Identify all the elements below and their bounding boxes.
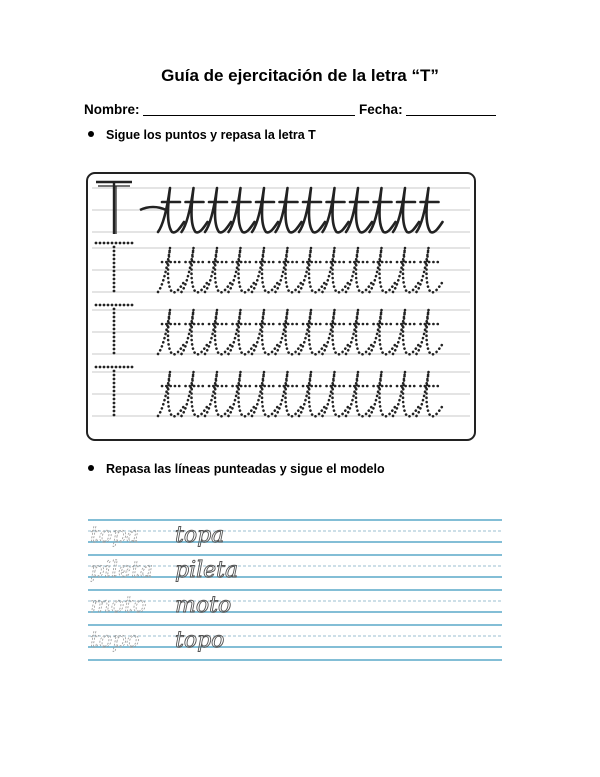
exercise-2-instruction: Repasa las líneas punteadas y sigue el modelo (88, 462, 385, 476)
model-word: topa (175, 523, 225, 548)
model-word: topo (175, 628, 225, 653)
traced-word: moto (90, 593, 147, 618)
traced-word: topo (90, 628, 140, 653)
writing-lines (88, 520, 502, 660)
traced-word: pileta (90, 558, 154, 583)
name-label: Nombre: (84, 102, 140, 117)
model-word: moto (175, 593, 232, 618)
exercise-1-instruction: Sigue los puntos y repasa la letra T (88, 128, 316, 142)
page-title: Guía de ejercitación de la letra “T” (161, 66, 439, 85)
traced-word: topa (90, 523, 140, 548)
date-label: Fecha: (359, 102, 403, 117)
model-word: pileta (175, 558, 239, 583)
